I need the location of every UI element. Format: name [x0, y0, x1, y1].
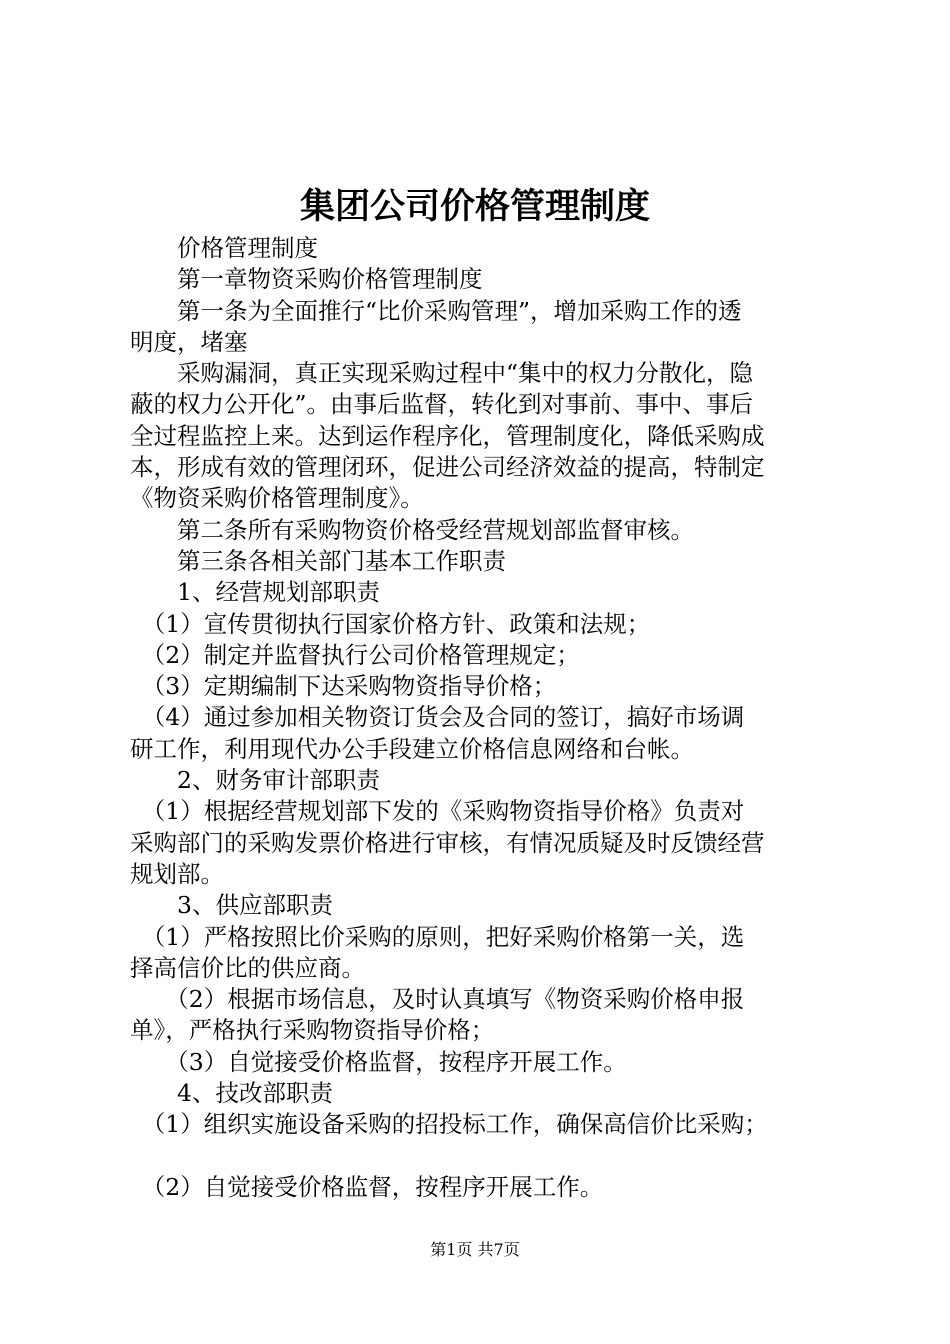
paragraph-line: 全过程监控上来。达到运作程序化，管理制度化，降低采购成: [130, 421, 765, 450]
paragraph-line: 4、技改部职责: [130, 1079, 333, 1108]
paragraph-line: 规划部。: [130, 859, 224, 888]
paragraph-line: 择高信价比的供应商。: [130, 953, 365, 982]
paragraph-line: 第三条各相关部门基本工作职责: [130, 546, 506, 575]
paragraph-line: 1、经营规划部职责: [130, 578, 380, 607]
paragraph-line: 单》，严格执行采购物资指导价格；: [130, 1016, 495, 1045]
paragraph-line: 价格管理制度: [130, 234, 318, 262]
paragraph-line: 第一条为全面推行“比价采购管理”，增加采购工作的透: [130, 296, 742, 325]
document-title: 集团公司价格管理制度: [299, 187, 650, 227]
document-body: [130, 233, 830, 1203]
paragraph-line: 蔽的权力公开化”。由事后监督，转化到对事前、事中、事后: [130, 390, 754, 419]
paragraph-line: 采购部门的采购发票价格进行审核，有情况质疑及时反馈经营: [130, 828, 765, 857]
paragraph-line: 研工作，利用现代办公手段建立价格信息网络和台帐。: [130, 734, 694, 763]
paragraph-line: （1）组织实施设备采购的招投标工作，确保高信价比采购；: [130, 1110, 768, 1139]
paragraph-line: 明度，堵塞: [130, 327, 248, 356]
paragraph-line: （1）严格按照比价采购的原则，把好采购价格第一关，选: [130, 922, 745, 951]
paragraph-line: 采购漏洞，真正实现采购过程中“集中的权力分散化，隐: [130, 359, 754, 388]
paragraph-line: 《物资采购价格管理制度》。: [130, 484, 424, 513]
paragraph-line: 本，形成有效的管理闭环，促进公司经济效益的提高，特制定: [130, 453, 765, 482]
paragraph-line: （2）自觉接受价格监督，按程序开展工作。: [130, 1172, 604, 1201]
paragraph-line: （4）通过参加相关物资订货会及合同的签订，搞好市场调: [130, 703, 745, 732]
paragraph-line: （1）根据经营规划部下发的《采购物资指导价格》负责对: [130, 797, 745, 826]
paragraph-line: 2、财务审计部职责: [130, 766, 380, 795]
paragraph-line: 第一章物资采购价格管理制度: [130, 265, 483, 294]
paragraph-line: 3、供应部职责: [130, 891, 333, 920]
paragraph-line: （2）根据市场信息，及时认真填写《物资采购价格申报: [130, 985, 745, 1014]
paragraph-line: （1）宣传贯彻执行国家价格方针、政策和法规；: [130, 609, 651, 638]
paragraph-line: （3）定期编制下达采购物资指导价格；: [130, 672, 557, 701]
paragraph-line: （2）制定并监督执行公司价格管理规定；: [130, 640, 580, 669]
blank-line: [130, 1141, 830, 1172]
paragraph-line: （3）自觉接受价格监督，按程序开展工作。: [130, 1047, 627, 1076]
paragraph-line: 第二条所有采购物资价格受经营规划部监督审核。: [130, 515, 694, 544]
page-footer: 第1页 共7页: [430, 1240, 520, 1259]
